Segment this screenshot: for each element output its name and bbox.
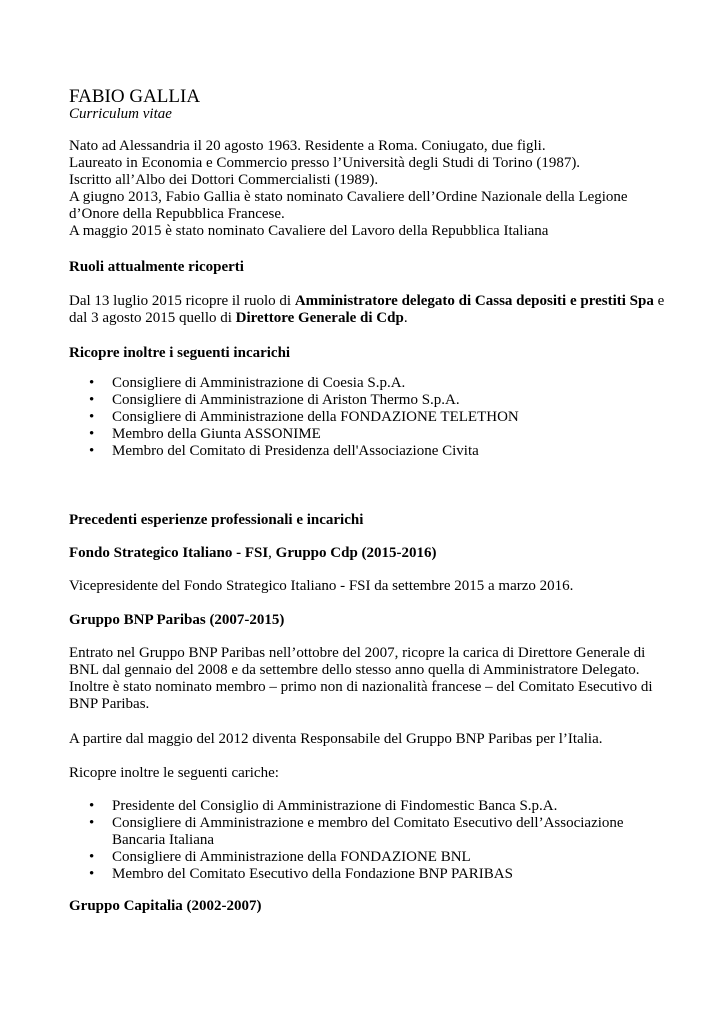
incarichi-list [69,375,669,460]
list-item: • Membro del Comitato Esecutivo della Fondazione BNP PARIBAS [69,866,629,883]
bnp-cariche-list [69,798,629,883]
bio-line: Iscritto all’Albo dei Dottori Commercialisti (1989). [69,172,379,188]
cv-name: FABIO GALLIA [69,86,201,107]
ruoli-text: Dal 13 luglio 2015 ricopre il ruolo di [69,293,295,309]
bnp-paragraph [69,645,669,713]
bio-line: A maggio 2015 è stato nominato Cavaliere del Lavoro della Repubblica Italiana [69,223,549,239]
bnp-paragraph-cariche: Ricopre inoltre le seguenti cariche: [69,765,279,781]
section-heading-bnp: Gruppo BNP Paribas (2007-2015) [69,612,285,628]
list-item: • Consigliere di Amministrazione della FONDAZIONE TELETHON [69,409,669,426]
bnp-line: BNL dal gennaio del 2008 e da settembre dello stesso anno quella di Amministratore Delegato. [69,662,640,678]
section-heading-ruoli: Ruoli attualmente ricoperti [69,259,244,275]
bnp-paragraph-italia: A partire dal maggio del 2012 diventa Responsabile del Gruppo BNP Paribas per l’Italia. [69,731,603,747]
section-heading-precedenti: Precedenti esperienze professionali e incarichi [69,512,364,528]
bnp-line: Inoltre è stato nominato membro – primo non di nazionalità francese – del Comitato Esecutivo di [69,679,653,695]
section-heading-fsi [69,545,669,562]
ruoli-line [69,310,669,327]
section-heading-capitalia: Gruppo Capitalia (2002-2007) [69,898,262,914]
bio-paragraph [69,138,669,240]
bio-line: Nato ad Alessandria il 20 agosto 1963. Residente a Roma. Coniugato, due figli. [69,138,546,154]
ruoli-paragraph [69,293,669,327]
cv-subtitle: Curriculum vitae [69,106,172,122]
ruoli-text: e [653,293,665,309]
ruoli-role-dg: Direttore Generale di Cdp [235,310,404,326]
section-heading-incarichi: Ricopre inoltre i seguenti incarichi [69,345,291,361]
bnp-line: BNP Paribas. [69,696,150,712]
fsi-heading-name: Fondo Strategico Italiano - FSI [69,545,269,561]
ruoli-line [69,293,669,310]
list-item: • Consigliere di Amministrazione di Ariston Thermo S.p.A. [69,392,669,409]
fsi-heading-separator: , [268,545,272,561]
bio-line: Laureato in Economia e Commercio presso l’Università degli Studi di Torino (1987). [69,155,581,171]
ruoli-text: . [403,310,408,326]
bio-line: d’Onore della Repubblica Francese. [69,206,285,222]
fsi-heading-group: Gruppo Cdp (2015-2016) [271,545,437,561]
list-item: • Consigliere di Amministrazione della FONDAZIONE BNL [69,849,629,866]
ruoli-text: dal 3 agosto 2015 quello di [69,310,236,326]
fsi-paragraph: Vicepresidente del Fondo Strategico Italiano - FSI da settembre 2015 a marzo 2016. [69,578,574,594]
list-item: • Membro del Comitato di Presidenza dell'Associazione Civita [69,443,669,460]
ruoli-role-ad: Amministratore delegato di Cassa depositi e prestiti Spa [294,293,654,309]
bnp-line: Entrato nel Gruppo BNP Paribas nell’ottobre del 2007, ricopre la carica di Direttore Generale di [69,645,646,661]
bio-line: A giugno 2013, Fabio Gallia è stato nominato Cavaliere dell’Ordine Nazionale della Legione [69,189,628,205]
list-item: • Consigliere di Amministrazione di Coesia S.p.A. [69,375,669,392]
list-item: • Membro della Giunta ASSONIME [69,426,669,443]
list-item: • Presidente del Consiglio di Amministrazione di Findomestic Banca S.p.A. [69,798,629,815]
list-item: • Consigliere di Amministrazione e membro del Comitato Esecutivo dell’Associazione Bancaria Italiana [69,815,629,849]
